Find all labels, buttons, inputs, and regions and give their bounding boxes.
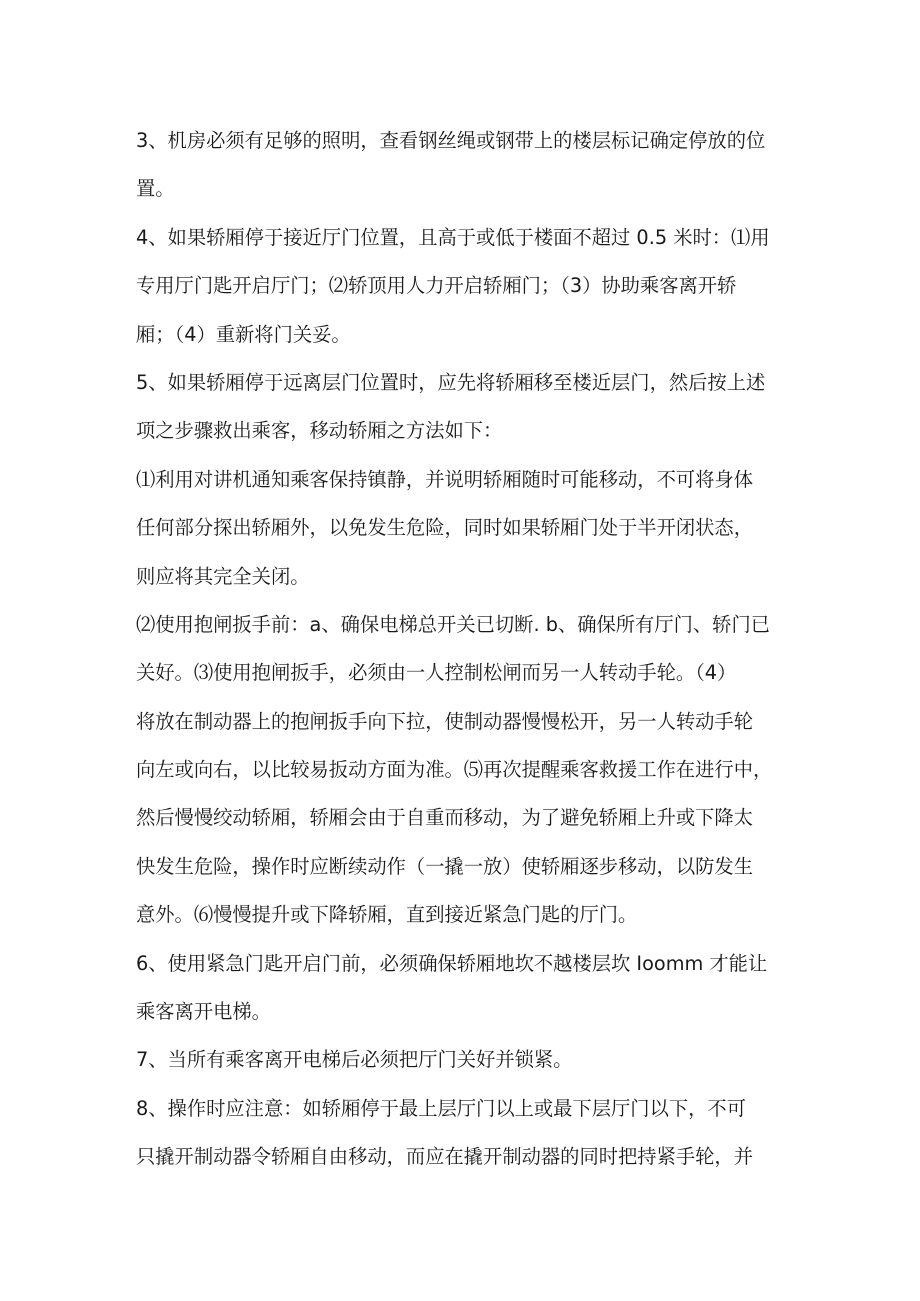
- text-line: 3、机房必须有足够的照明，查看钢丝绳或钢带上的楼层标记确定停放的位: [136, 129, 766, 152]
- paragraph-item-8: [136, 1085, 786, 1182]
- text-line: 7、当所有乘客离开电梯后必须把厅门关好并锁紧。: [136, 1048, 573, 1072]
- text-line: 则应将其完全关闭。: [136, 564, 310, 588]
- text-line: 意外。⑹慢慢提升或下降轿厢，直到接近紧急门匙的厅门。: [136, 903, 638, 927]
- text-line: 厢；（4）重新将门关妥。: [136, 322, 351, 346]
- text-line: 项之步骤救出乘客，移动轿厢之方法如下：: [136, 419, 503, 443]
- text-line: 快发生危险，操作时应断续动作（一撬一放）使轿厢逐步移动，以防发生: [136, 854, 753, 878]
- text-line: 向左或向右，以比较易扳动方面为准。⑸再次提醒乘客救援工作在进行中，: [136, 758, 773, 782]
- paragraph-item-3: [136, 117, 786, 214]
- document-body: [136, 117, 786, 1182]
- paragraph-item-6: [136, 940, 786, 1037]
- text-line: 5、如果轿厢停于远离层门位置时，应先将轿厢移至楼近层门，然后按上述: [136, 370, 766, 394]
- text-line: 关好。⑶使用抱闸扳手，必须由一人控制松闸而另一人转动手轮。（4）: [136, 661, 737, 685]
- text-line: 4、如果轿厢停于接近厅门位置，且高于或低于楼面不超过 0.5 米时：⑴用: [136, 225, 770, 249]
- paragraph-item-7: [136, 1036, 786, 1084]
- text-line: 置。: [136, 177, 175, 201]
- paragraph-item-5-1: [136, 456, 786, 601]
- text-line: 乘客离开电梯。: [136, 1000, 271, 1024]
- text-line: 专用厅门匙开启厅门；⑵轿顶用人力开启轿厢门；（3）协助乘客离开轿: [136, 274, 737, 298]
- text-line: 将放在制动器上的抱闸扳手向下拉，使制动器慢慢松开，另一人转动手轮: [136, 709, 753, 733]
- text-line: 只撬开制动器令轿厢自由移动，而应在撬开制动器的同时把持紧手轮，并: [136, 1145, 753, 1169]
- paragraph-item-5: [136, 359, 786, 456]
- text-line: ⑵使用抱闸扳手前：a、确保电梯总开关已切断. b、确保所有厅门、轿门已: [136, 612, 771, 636]
- paragraph-item-5-2: [136, 601, 786, 940]
- text-line: 8、操作时应注意：如轿厢停于最上层厅门以上或最下层厅门以下，不可: [136, 1096, 746, 1120]
- paragraph-item-4: [136, 214, 786, 359]
- text-line: 然后慢慢绞动轿厢，轿厢会由于自重而移动，为了避免轿厢上升或下降太: [136, 806, 753, 830]
- text-line: 6、使用紧急门匙开启门前，必须确保轿厢地坎不越楼层坎 Ioomm 才能让: [136, 951, 768, 975]
- text-line: 任何部分探出轿厢外，以免发生危险，同时如果轿厢门处于半开闭状态，: [136, 516, 753, 540]
- text-line: ⑴利用对讲机通知乘客保持镇静，并说明轿厢随时可能移动，不可将身体: [136, 467, 753, 491]
